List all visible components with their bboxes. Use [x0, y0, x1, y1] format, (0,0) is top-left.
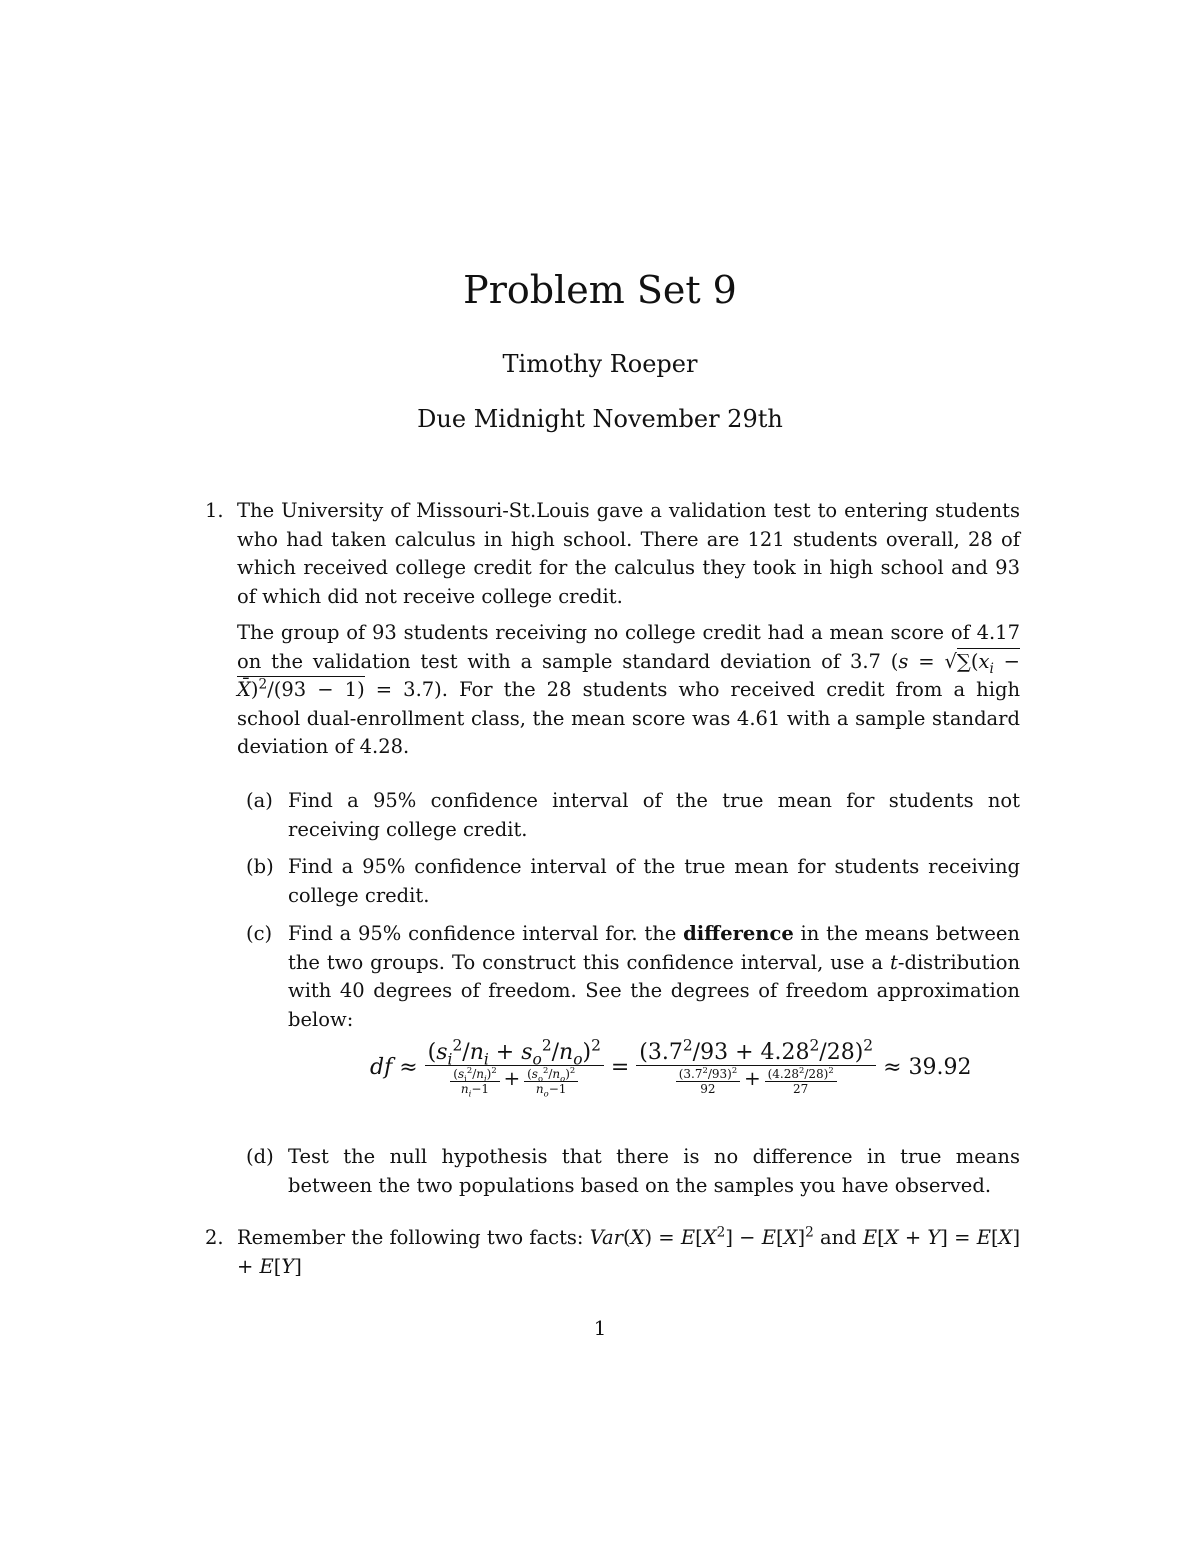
- formula-s: s: [898, 649, 909, 673]
- df-fraction-numeric: $(3.7^2/93 + 4.28^2/28)^2$ $\frac{(3.7^2/93)^2}{92}$ + $\frac{(4.28^2/28)^2}{27}$: [636, 1040, 876, 1096]
- problem-2-text: Remember the following two facts: $Var(X) = E[X^2] - E[X]^2$ and E[X + Y] = E[X] + E[Y]: [237, 1224, 1021, 1278]
- part-c-text-b: in the means between the two groups. To construct this confidence interval, use a: [288, 922, 1020, 974]
- part-c-label: (c): [246, 922, 273, 945]
- part-c-bold: difference: [683, 922, 794, 945]
- part-b-text: Find a 95% confidence interval of the true mean for students receiving college credit.: [288, 855, 1020, 907]
- problem-1-data-text-a: The group of 93 students receiving no college credit had a mean score of 4.17 on the validation test with a sample standard deviation of 3.7 (: [237, 621, 1020, 673]
- part-c-text-a: Find a 95% confidence interval for. the: [288, 922, 677, 945]
- part-c-text-c: -distribution with 40 degrees of freedom. See the degrees of freedom approximation below:: [288, 950, 1020, 1031]
- problem-1-intro: The University of Missouri-St.Louis gave a validation test to entering students who had taken calculus in high school. There are 121 students overall, 28 of which received college credit for the calculus they took in high school and 93 of which did not receive college credit.: [237, 499, 1020, 608]
- part-a-text: Find a 95% confidence interval of the true mean for students not receiving college credit.: [288, 789, 1020, 841]
- part-b-label: (b): [246, 855, 274, 878]
- problem-2-and: and: [819, 1226, 857, 1249]
- df-fraction-symbolic: $(s_i^2/n_i + s_o^2/n_o)^2$ $\frac{(s_i^2/n_i)^2}{n_i-1}$ + $\frac{(s_o^2/n_o)^2}{n_o-1}$: [425, 1040, 604, 1096]
- problem-2-intro: Remember the following two facts:: [237, 1226, 584, 1249]
- part-d-label: (d): [246, 1145, 274, 1168]
- problem-1-data-paragraph: The group of 93 students receiving no college credit had a mean score of 4.17 on the validation test with a sample standard deviation of 3.7 ($s = √\sum(x_i$ − X̄)$^2$/(93 − 1) = 3.7). For the 28 students who received credit from a high school dual-enrollment class, the mean score was 4.61 with a sample standard deviation of 4.28.: [237, 621, 1020, 758]
- problem-1-number: 1.: [205, 499, 224, 522]
- part-d-text: Test the null hypothesis that there is no difference in true means between the two populations based on the samples you have observed.: [288, 1145, 1020, 1197]
- page-number: 1: [593, 1316, 607, 1340]
- formula-sqrt: $√\sum(x_i$ − X̄)$^2$/(93 − 1): [237, 649, 1020, 701]
- problem-1-data-text-b: For the 28 students who received credit from a high school dual-enrollment class, the mean score was 4.61 with a sample standard deviation of 4.28.: [237, 678, 1020, 758]
- due-date: Due Midnight November 29th: [417, 405, 783, 433]
- author: Timothy Roeper: [502, 350, 698, 378]
- problem-2-number: 2.: [205, 1226, 224, 1249]
- part-a-label: (a): [246, 789, 273, 812]
- page-title: Problem Set 9: [463, 268, 737, 312]
- part-c-text: [288, 920, 1020, 1034]
- part-c-t: t: [890, 950, 898, 974]
- df-equation: df ≈ $(s_i^2/n_i + s_o^2/n_o)^2$ $\frac{(s_i^2/n_i)^2}{n_i-1}$ + $\frac{(s_o^2/n_o)^2}{n_o-1}$ = $(3.7^2/93 + 4.28^2/28)^2$ $\frac{(3.7^2/93)^2}{92}$ + $\frac{(4.28^2/28)^2}{27}$ ≈ 39.92: [370, 1036, 972, 1099]
